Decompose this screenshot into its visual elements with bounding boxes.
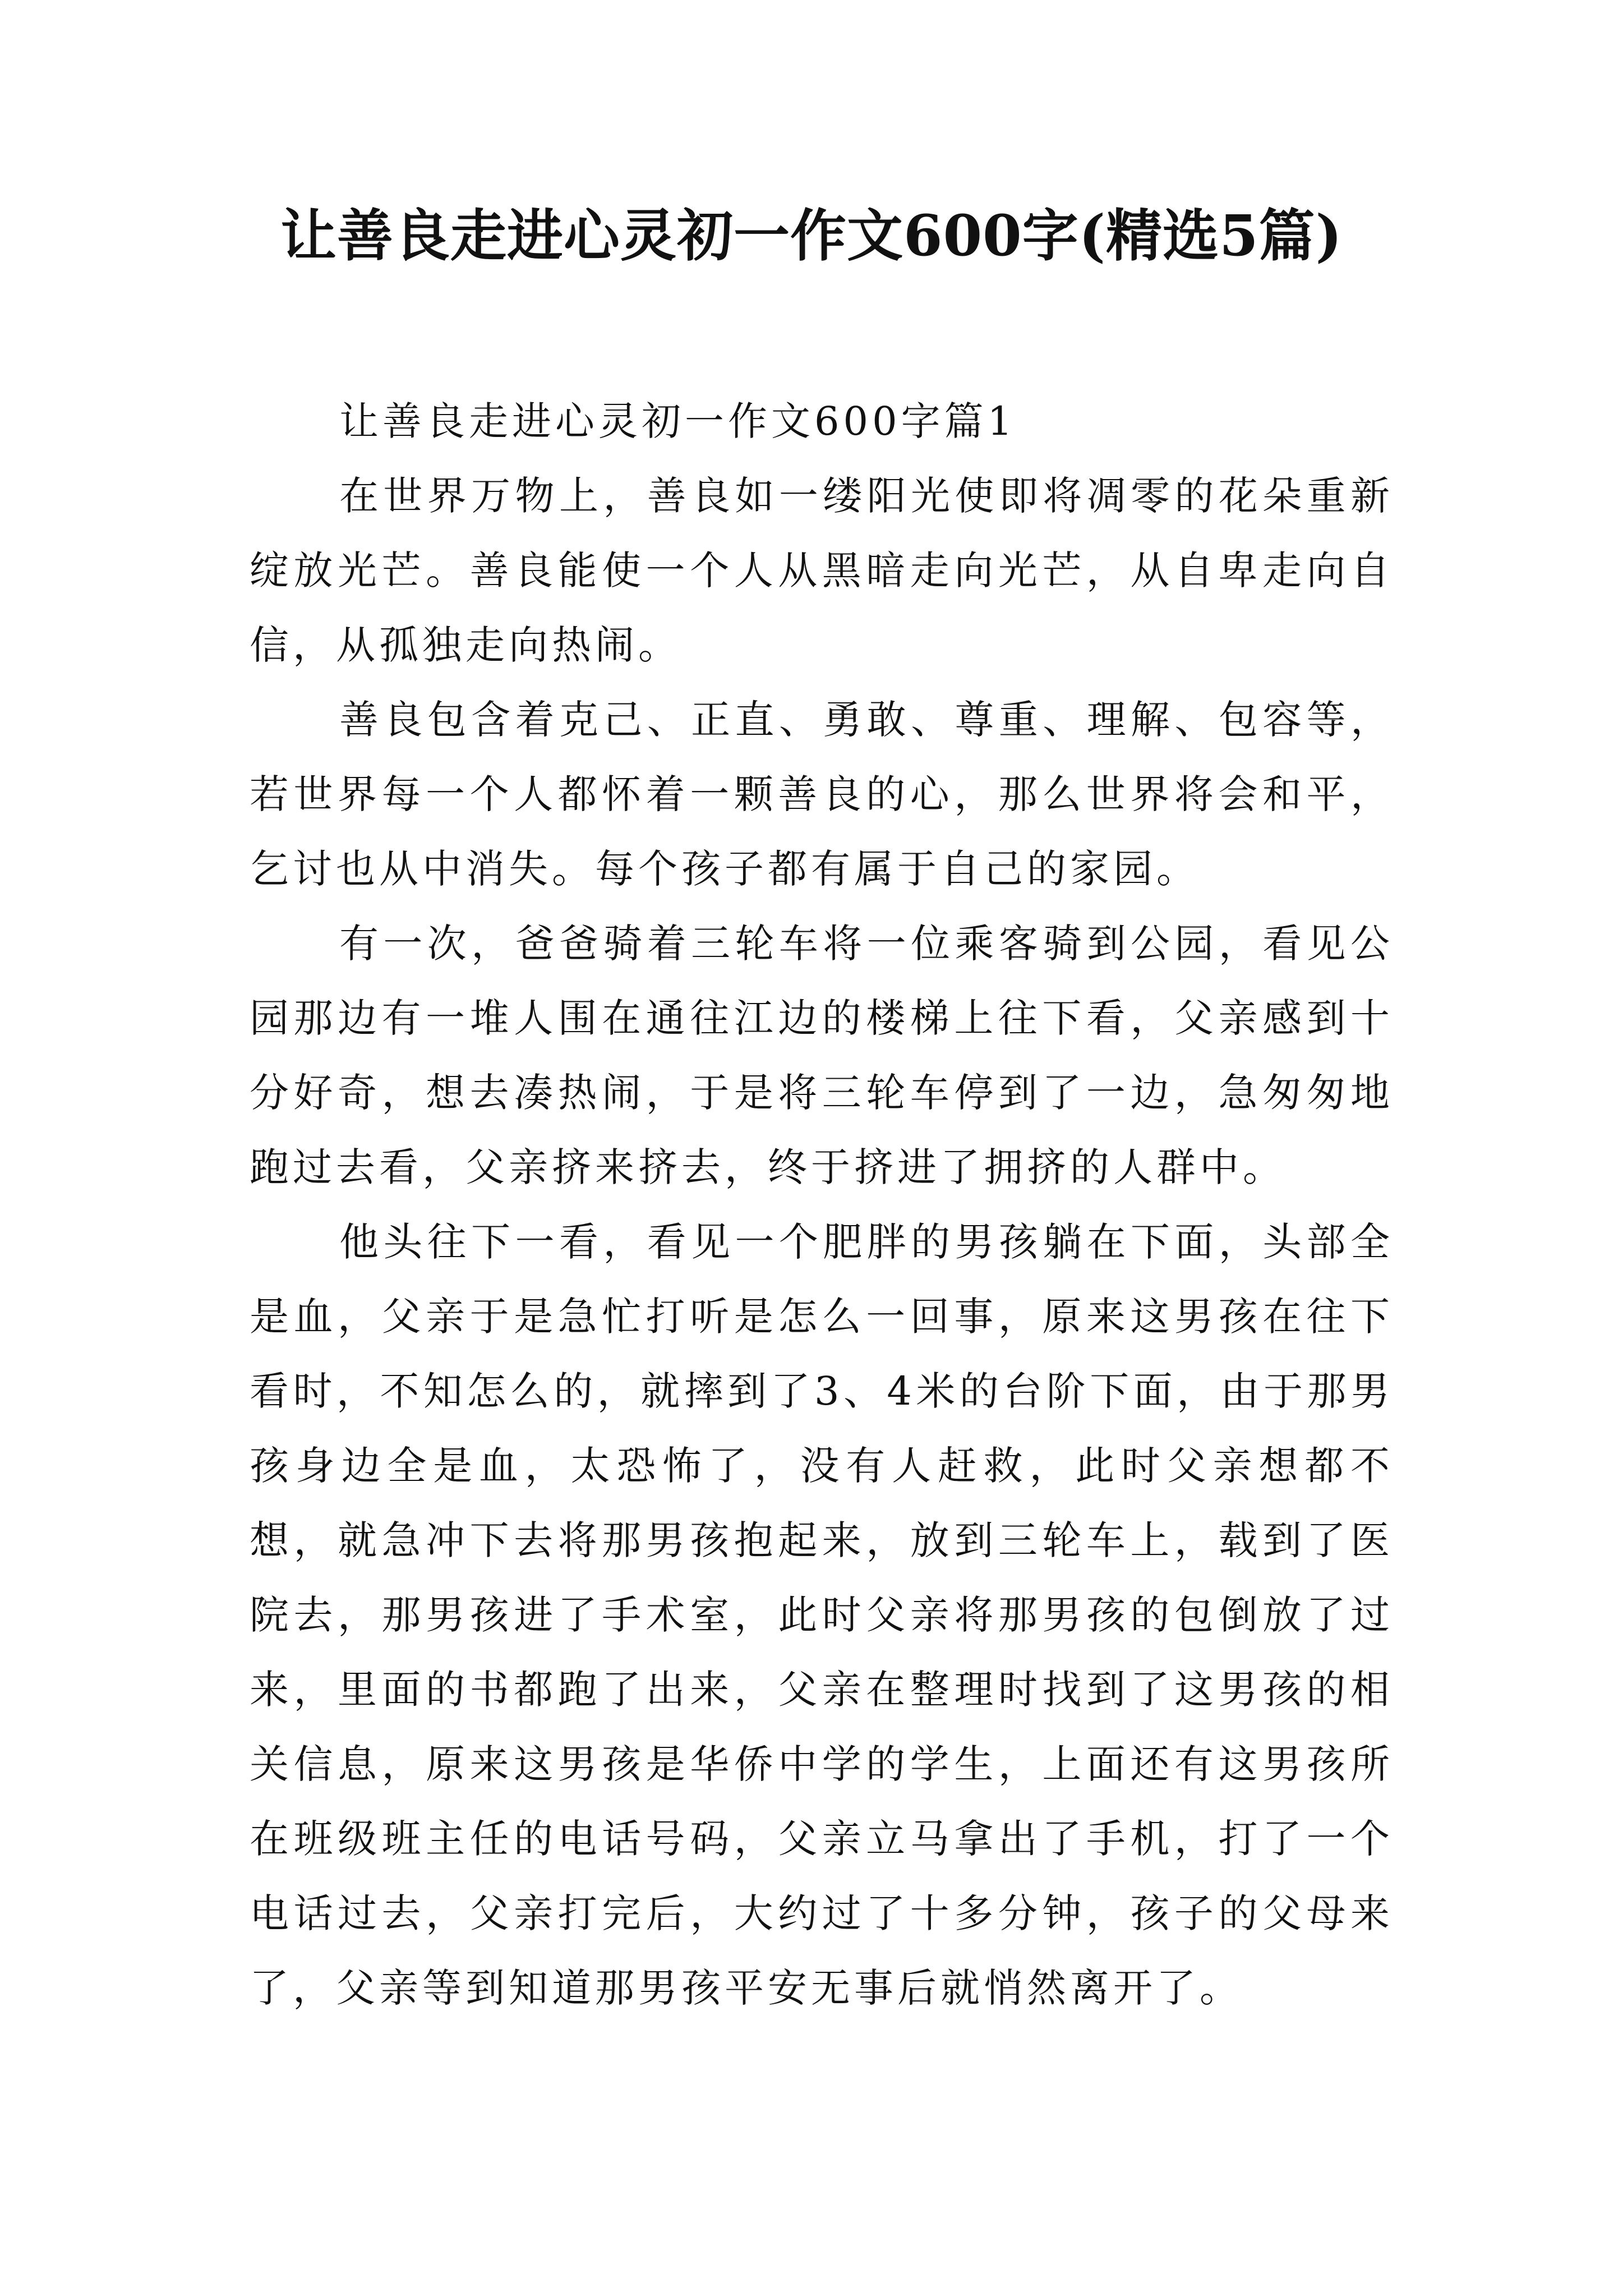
section-heading: 让善良走进心灵初一作文600字篇1 bbox=[339, 398, 1017, 444]
paragraph: 善良包含着克己、正直、勇敢、尊重、理解、包容等，若世界每一个人都怀着一颗善良的心，那么世界将会和平，乞讨也从中消失。每个孩子都有属于自己的家园。 bbox=[250, 697, 1394, 892]
paragraph: 有一次，爸爸骑着三轮车将一位乘客骑到公园，看见公园那边有一堆人围在通往江边的楼梯上往下看，父亲感到十分好奇，想去凑热闹，于是将三轮车停到了一边，急匆匆地跑过去看，父亲挤来挤去，终于挤进了拥挤的人群中。 bbox=[250, 921, 1394, 1190]
paragraph: 他头往下一看，看见一个肥胖的男孩躺在下面，头部全是血，父亲于是急忙打听是怎么一回事，原来这男孩在往下看时，不知怎么的，就摔到了3、4米的台阶下面，由于那男孩身边全是血，太恐怖了，没有人赶救，此时父亲想都不想，就急冲下去将那男孩抱起来，放到三轮车上，载到了医院去，那男孩进了手术室，此时父亲将那男孩的包倒放了过来，里面的书都跑了出来，父亲在整理时找到了这男孩的相关信息，原来这男孩是华侨中学的学生，上面还有这男孩所在班级班主任的电话号码，父亲立马拿出了手机，打了一个电话过去，父亲打完后，大约过了十多分钟，孩子的父母来了，父亲等到知道那男孩平安无事后就悄然离开了。 bbox=[250, 1219, 1394, 2011]
document-body bbox=[250, 384, 1394, 2026]
paragraph: 在世界万物上，善良如一缕阳光使即将凋零的花朵重新绽放光芒。善良能使一个人从黑暗走向光芒，从自卑走向自信，从孤独走向热闹。 bbox=[250, 473, 1394, 668]
document-title: 让善良走进心灵初一作文600字(精选5篇) bbox=[280, 203, 1343, 269]
